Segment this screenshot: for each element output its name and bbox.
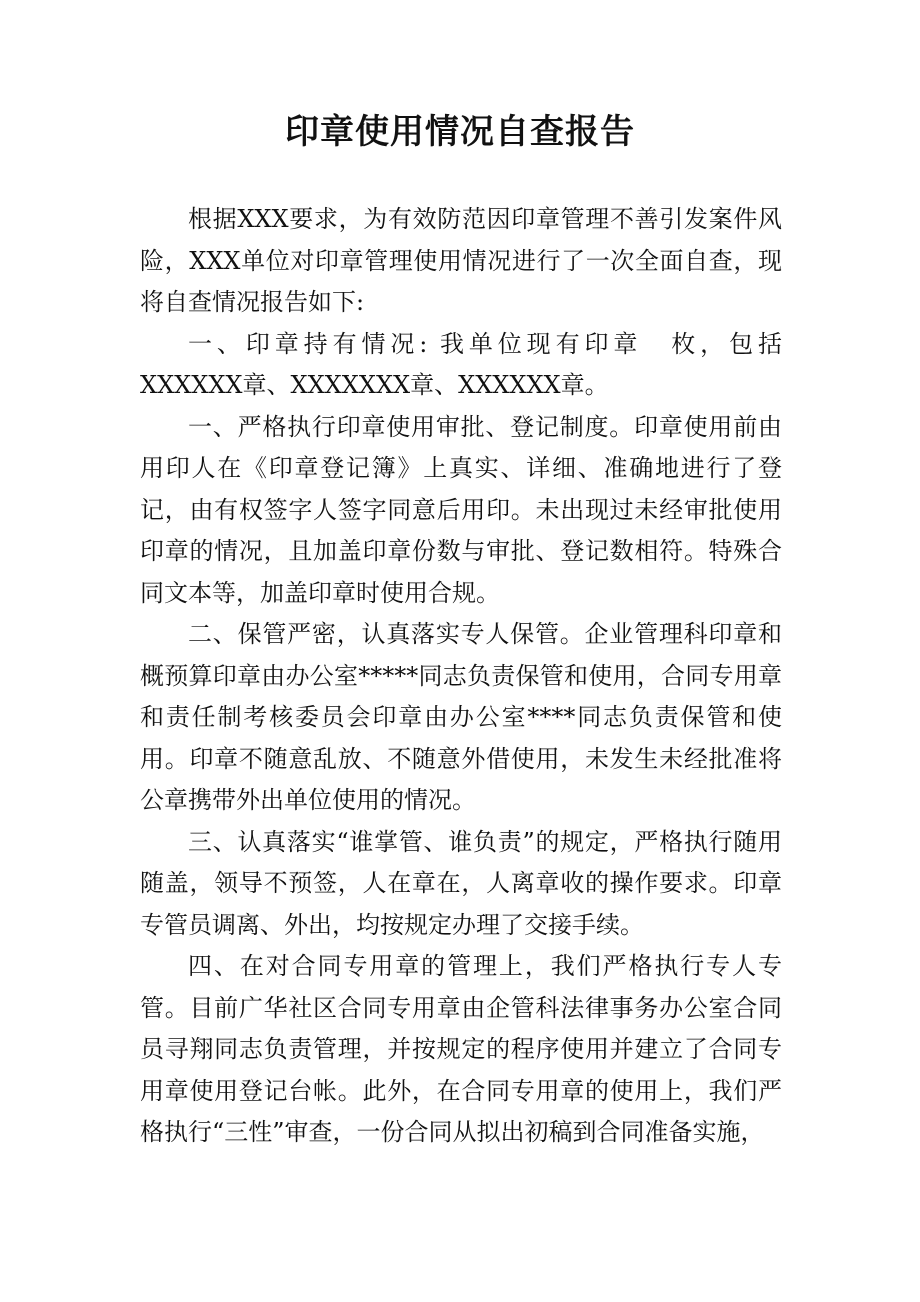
document-title: 印章使用情况自查报告 xyxy=(285,112,635,152)
paragraph-responsibility: 三、认真落实“谁掌管、谁负责”的规定，严格执行随用随盖，领导不预签，人在章在，人离章收的操作要求。印章专管员调离、外出，均按规定办理了交接手续。 xyxy=(140,827,782,939)
paragraph-intro: 根据XXX要求，为有效防范因印章管理不善引发案件风险，XXX单位对印章管理使用情况进行了一次全面自查，现将自查情况报告如下: xyxy=(140,205,782,316)
paragraph-seal-holdings: 一、印章持有情况: 我单位现有印章 枚，包括XXXXXX章、XXXXXXX章、XXXXXX章。 xyxy=(140,329,782,399)
document-body xyxy=(140,199,782,1154)
paragraph-custody: 二、保管严密，认真落实专人保管。企业管理科印章和概预算印章由办公室*****同志负责保管和使用，合同专用章和责任制考核委员会印章由办公室****同志负责保管和使用。印章不随意乱放、不随意外借使用，未发生未经批准将公章携带外出单位使用的情况。 xyxy=(140,620,782,814)
paragraph-approval-registration: 一、严格执行印章使用审批、登记制度。印章使用前由用印人在《印章登记簿》上真实、详细、准确地进行了登记，由有权签字人签字同意后用印。未出现过未经审批使用印章的情况，且加盖印章份数与审批、登记数相符。特殊合同文本等，加盖印章时使用合规。 xyxy=(140,412,782,607)
paragraph-contract-seal: 四、在对合同专用章的管理上，我们严格执行专人专管。目前广华社区合同专用章由企管科法律事务办公室合同员寻翔同志负责管理，并按规定的程序使用并建立了合同专用章使用登记台帐。此外，在合同专用章的使用上，我们严格执行“三性”审查，一份合同从拟出初稿到合同准备实施， xyxy=(140,952,782,1146)
